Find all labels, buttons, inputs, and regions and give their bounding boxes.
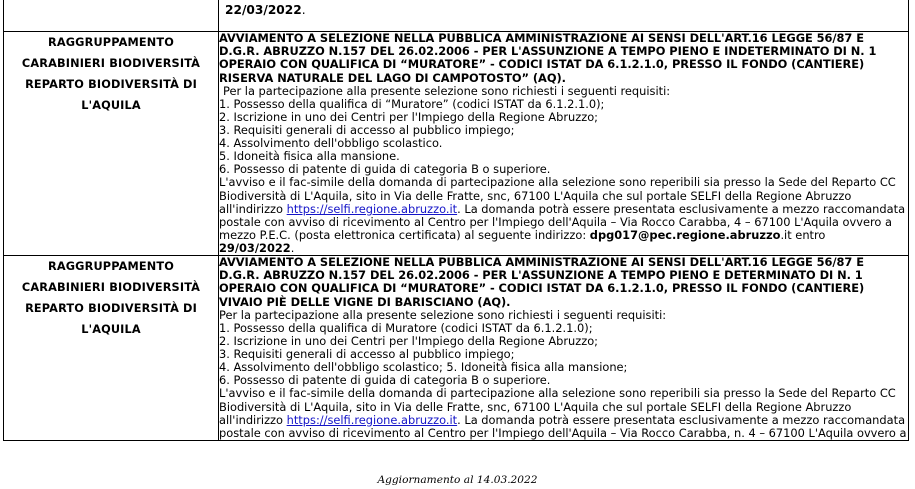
closing-line-3 [219,203,908,216]
page-footer: Aggiornamento al 14.03.2022 [377,474,538,486]
heading-line-2: D.G.R. ABRUZZO N.157 DEL 26.02.2006 - PER L'ASSUNZIONE A TEMPO PIENO E DETERMINATO DI N. 1 [219,268,863,283]
requirement-item: 1. Possesso della qualifica di “Muratore” (codici ISTAT da 6.1.2.1.0); [219,96,605,111]
table-row-continuation [4,0,909,32]
organization-cell [4,32,219,256]
table-row [4,256,909,441]
closing-line-1: L'avviso e il fac-simile della domanda di partecipazione alla selezione sono reperibili sia presso la Sede del Reparto CC [219,175,896,190]
organization-line-4: L'AQUILA [81,99,141,112]
requirements-intro: Per la partecipazione alla presente selezione sono richiesti i seguenti requisiti: [219,307,667,322]
closing-line-5 [219,229,908,242]
organization-line-1: RAGGRUPPAMENTO [48,260,174,274]
organization-cell [4,256,219,441]
continuation-cell [219,0,909,32]
continuation-date-line [219,0,908,17]
table-row [4,32,909,256]
closing-line-4: postale con avviso di ricevimento al Centro per l'Impiego dell'Aquila – Via Rocco Carabba, 4 – 67100 L'Aquila ovvero a [219,214,892,229]
closing-line-2: Biodiversità di L'Aquila, sito in Via delle Fratte, snc, 67100 L'Aquila che sul portale SELFI della Regione Abruzzo [219,188,852,203]
requirement-item: 1. Possesso della qualifica di Muratore (codici ISTAT da 6.1.2.1.0); [219,320,593,335]
pec-email-address: dpg017@pec.regione.abruzzo [589,227,781,242]
organization-cell-empty [4,0,219,32]
requirement-item: 5. Idoneità fisica alla mansione. [219,149,400,164]
requirement-item: 6. Possesso di patente di guida di categoria B o superiore. [219,373,551,388]
requirement-item: 2. Iscrizione in uno dei Centri per l'Impiego della Regione Abruzzo; [219,334,599,349]
continuation-date-punct: . [301,3,306,17]
heading-line-4: RISERVA NATURALE DEL LAGO DI CAMPOTOSTO” (AQ). [219,70,566,85]
closing-line-6-post: . [290,240,295,255]
selfi-portal-link[interactable]: https://selfi.regione.abruzzo.it [286,201,458,216]
organization-line-2: CARABINIERI BIODIVERSITÀ [21,57,201,70]
heading-line-2: D.G.R. ABRUZZO N.157 DEL 26.02.2006 - PER L'ASSUNZIONE A TEMPO PIENO E INDETERMINATO DI N. 1 [219,44,877,59]
announcement-cell [219,32,909,256]
closing-line-3 [219,414,908,427]
heading-line-3: OPERAIO CON QUALIFICA DI “MURATORE” - CODICI ISTAT DA 6.1.2.1.0, PRESSO IL FONDO (CANTIERE) [219,281,865,296]
closing-line-3-post: . La domanda potrà essere presentata esclusivamente a mezzo raccomandata [457,201,906,216]
organization-line-3: REPARTO BIODIVERSITÀ DI [25,78,197,91]
heading-line-1: AVVIAMENTO A SELEZIONE NELLA PUBBLICA AMMINISTRAZIONE AI SENSI DELL'ART.16 LEGGE 56/87 E [219,255,864,270]
organization-line-3: REPARTO BIODIVERSITÀ DI [25,302,197,316]
organization-line-4: L'AQUILA [81,323,141,337]
closing-line-3-pre: all'indirizzo [219,201,287,216]
pec-line-pre: mezzo P.E.C. (posta elettronica certificata) al seguente indirizzo: [219,227,590,242]
pec-line-mid: .it entro [780,227,826,242]
organization-line-2: CARABINIERI BIODIVERSITÀ [21,281,201,295]
requirement-item: 3. Requisiti generali di accesso al pubblico impiego; [219,347,515,362]
closing-line-3-pre: all'indirizzo [219,412,287,427]
requirement-item: 2. Iscrizione in uno dei Centri per l'Impiego della Regione Abruzzo; [219,110,599,124]
closing-line-4: postale con avviso di ricevimento al Centro per l'Impiego dell'Aquila – Via Rocco Carabba, n. 4 – 67100 L'Aquila ovvero a [219,425,907,440]
requirement-item: 4. Assolvimento dell'obbligo scolastico. [219,136,443,151]
closing-line-1: L'avviso e il fac-simile della domanda di partecipazione alla selezione sono reperibili sia presso la Sede del Reparto CC [219,386,896,401]
announcement-cell [219,256,909,441]
organization-name [4,256,218,340]
organization-line-1: RAGGRUPPAMENTO [48,36,174,49]
requirement-item: 3. Requisiti generali di accesso al pubblico impiego; [219,123,515,138]
closing-line-6 [219,242,908,255]
announcement-heading [219,256,908,309]
application-deadline: 29/03/2022 [219,240,291,255]
selfi-portal-link[interactable]: https://selfi.regione.abruzzo.it [286,412,458,427]
organization-name [4,32,218,116]
continuation-date: 22/03/2022 [225,3,302,17]
requirements-intro: Per la partecipazione alla presente selezione sono richiesti i seguenti requisiti: [223,83,671,98]
heading-line-3: OPERAIO CON QUALIFICA DI “MURATORE” - CODICI ISTAT DA 6.1.2.1.0, PRESSO IL FONDO (CANTIERE) [219,57,865,72]
closing-line-3-post: . La domanda potrà essere presentata esclusivamente a mezzo raccomandata [457,412,906,427]
announcements-table [3,0,909,441]
heading-line-4: VIVAIO PIÈ DELLE VIGNE DI BARISCIANO (AQ). [219,294,511,309]
requirement-item: 4. Assolvimento dell'obbligo scolastico; 5. Idoneità fisica alla mansione; [219,360,628,375]
heading-line-1: AVVIAMENTO A SELEZIONE NELLA PUBBLICA AMMINISTRAZIONE AI SENSI DELL'ART.16 LEGGE 56/87 E [219,31,864,45]
requirement-item: 6. Possesso di patente di guida di categoria B o superiore. [219,162,551,177]
closing-line-2: Biodiversità di L'Aquila, sito in Via delle Fratte, snc, 67100 L'Aquila che sul portale SELFI della Regione Abruzzo [219,399,852,414]
announcement-heading [219,32,908,85]
